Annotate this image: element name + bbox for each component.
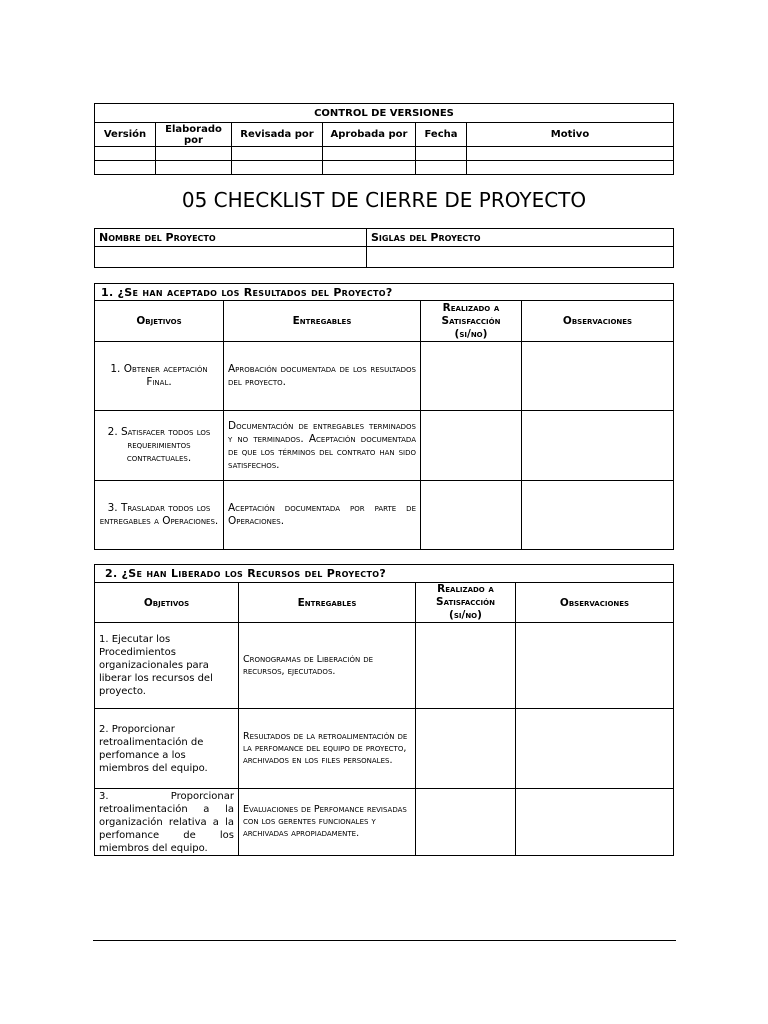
objective-cell: 1. Ejecutar los Procedimientos organizacionales para liberar los recursos del proyecto. bbox=[95, 623, 239, 709]
approved-cell[interactable] bbox=[323, 147, 416, 161]
table-row bbox=[95, 342, 674, 411]
date-header: Fecha bbox=[416, 123, 467, 147]
reason-cell[interactable] bbox=[467, 147, 674, 161]
satisfaction-cell[interactable] bbox=[421, 481, 522, 550]
approved-cell[interactable] bbox=[323, 161, 416, 175]
satisfaction-cell[interactable] bbox=[421, 411, 522, 481]
satisfaction-cell[interactable] bbox=[416, 623, 516, 709]
objectives-header: Objetivos bbox=[95, 583, 239, 623]
elaborated-by-header: Elaborado por bbox=[156, 123, 232, 147]
reviewed-cell[interactable] bbox=[232, 161, 323, 175]
section1-title: 1. ¿Se han aceptado los Resultados del Proyecto? bbox=[95, 284, 674, 301]
objective-cell: 2. Proporcionar retroalimentación de perfomance a los miembros del equipo. bbox=[95, 709, 239, 789]
table-row bbox=[95, 623, 674, 709]
approved-by-header: Aprobada por bbox=[323, 123, 416, 147]
version-control-title: CONTROL DE VERSIONES bbox=[95, 104, 674, 123]
project-name-field[interactable] bbox=[95, 247, 367, 268]
table-row bbox=[95, 709, 674, 789]
observations-cell[interactable] bbox=[516, 623, 674, 709]
deliverable-cell: Resultados de la retroalimentación de la perfomance del equipo de proyecto, archivados en los files personales. bbox=[239, 709, 416, 789]
observations-header: Observaciones bbox=[516, 583, 674, 623]
document-title: 05 CHECKLIST DE CIERRE DE PROYECTO bbox=[181, 188, 587, 212]
observations-cell[interactable] bbox=[522, 481, 674, 550]
project-acronym-label: Siglas del Proyecto bbox=[367, 229, 674, 247]
deliverables-header: Entregables bbox=[239, 583, 416, 623]
satisfaction-cell[interactable] bbox=[421, 342, 522, 411]
deliverable-cell: Documentación de entregables terminados y no terminados. Aceptación documentada de que los términos del contrato han sido satisfechos. bbox=[224, 411, 421, 481]
date-cell[interactable] bbox=[416, 161, 467, 175]
observations-header: Observaciones bbox=[522, 301, 674, 342]
elaborated-cell[interactable] bbox=[156, 147, 232, 161]
table-row bbox=[95, 789, 674, 856]
deliverable-cell: Evaluaciones de Perfomance revisadas con los gerentes funcionales y archivadas apropiadamente. bbox=[239, 789, 416, 856]
observations-cell[interactable] bbox=[516, 709, 674, 789]
observations-cell[interactable] bbox=[516, 789, 674, 856]
satisfaction-cell[interactable] bbox=[416, 789, 516, 856]
version-header: Versión bbox=[95, 123, 156, 147]
deliverable-cell: Aprobación documentada de los resultados del proyecto. bbox=[224, 342, 421, 411]
satisfaction-header: Realizado a Satisfacción (si/no) bbox=[421, 301, 522, 342]
date-cell[interactable] bbox=[416, 147, 467, 161]
footer-divider bbox=[93, 940, 676, 941]
section1-table bbox=[94, 283, 674, 550]
deliverables-header: Entregables bbox=[224, 301, 421, 342]
project-info-table bbox=[94, 228, 674, 268]
reviewed-by-header: Revisada por bbox=[232, 123, 323, 147]
reason-header: Motivo bbox=[467, 123, 674, 147]
objective-cell: 3. Proporcionar retroalimentación a la organización relativa a la perfomance de los miembros del equipo. bbox=[95, 789, 239, 856]
observations-cell[interactable] bbox=[522, 342, 674, 411]
table-row bbox=[95, 481, 674, 550]
elaborated-cell[interactable] bbox=[156, 161, 232, 175]
deliverable-cell: Aceptación documentada por parte de Operaciones. bbox=[224, 481, 421, 550]
section2-table bbox=[94, 564, 674, 856]
objectives-header: Objetivos bbox=[95, 301, 224, 342]
project-name-label: Nombre del Proyecto bbox=[95, 229, 367, 247]
objective-cell: 1. Obtener aceptación Final. bbox=[95, 342, 224, 411]
reviewed-cell[interactable] bbox=[232, 147, 323, 161]
version-row bbox=[95, 161, 674, 175]
observations-cell[interactable] bbox=[522, 411, 674, 481]
version-cell[interactable] bbox=[95, 147, 156, 161]
objective-cell: 3. Trasladar todos los entregables a Operaciones. bbox=[95, 481, 224, 550]
version-control-table bbox=[94, 103, 674, 175]
version-cell[interactable] bbox=[95, 161, 156, 175]
project-acronym-field[interactable] bbox=[367, 247, 674, 268]
section2-title: 2. ¿Se han Liberado los Recursos del Proyecto? bbox=[95, 565, 674, 583]
version-row bbox=[95, 147, 674, 161]
satisfaction-header: Realizado a Satisfacción (si/no) bbox=[416, 583, 516, 623]
objective-cell: 2. Satisfacer todos los requerimientos contractuales. bbox=[95, 411, 224, 481]
satisfaction-cell[interactable] bbox=[416, 709, 516, 789]
deliverable-cell: Cronogramas de Liberación de recursos, ejecutados. bbox=[239, 623, 416, 709]
reason-cell[interactable] bbox=[467, 161, 674, 175]
table-row bbox=[95, 411, 674, 481]
